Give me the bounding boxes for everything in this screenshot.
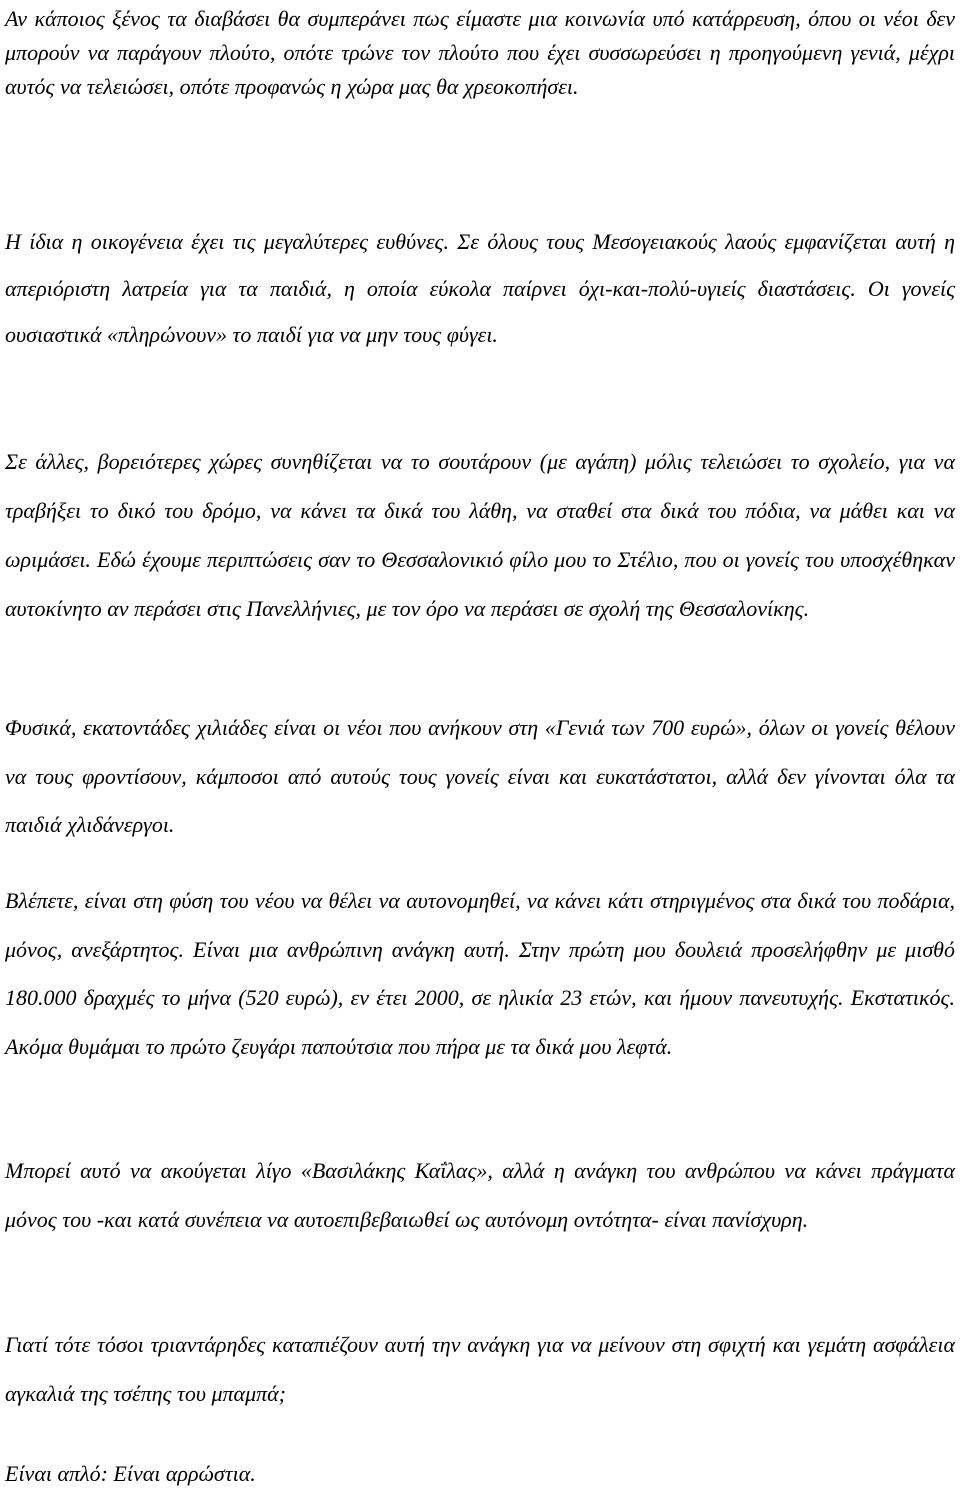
paragraph-7 — [5, 1321, 955, 1418]
paragraph-text: Γιατί τότε τόσοι τριαντάρηδες καταπιέζουν αυτή την ανάγκη για να μείνουν στη σφιχτή και γεμάτη ασφάλεια αγκαλιά της τσέπης του μπαμπά; — [5, 1332, 955, 1406]
paragraph-text: Η ίδια η οικογένεια έχει τις μεγαλύτερες ευθύνες. Σε όλους τους Μεσογειακούς λαούς εμφανίζεται αυτή η απεριόριστη λατρεία για τα παιδιά, η οποία εύκολα παίρνει όχι-και-πολύ-υγιείς διαστάσεις. Οι γονείς ουσιαστικά «πληρώνουν» το παιδί για να μην τους φύγει. — [5, 229, 955, 347]
paragraph-text: κάμποσοι από αυτούς τους γονείς είναι και ευκατάστατοι, αλλά δεν γίνονται όλα τα παιδιά χλιδάνεργοι. — [5, 763, 956, 837]
paragraph-1 — [5, 2, 955, 104]
paragraph-6 — [5, 1147, 955, 1244]
paragraph-5 — [5, 877, 955, 1071]
paragraph-3 — [5, 437, 955, 633]
paragraph-text: Φυσικά, εκατοντάδες χιλιάδες είναι οι νέοι που ανήκουν στη «Γενιά των 700 ευρώ», όλων οι γονείς θέλουν να τους φροντίσουν, — [5, 715, 955, 789]
paragraph-text: Μπορεί αυτό να ακούγεται λίγο «Βασιλάκης Καΐλας», αλλά η ανάγκη του ανθρώπου να κάνει πράγματα μόνος του -και κατά συνέπεια να αυτοεπιβεβαιωθεί ως αυτόνομη οντότητα- είναι πανίσχυρη. — [5, 1158, 955, 1232]
paragraph-2 — [5, 219, 955, 359]
paragraph-text: Σε άλλες, βορειότερες χώρες συνηθίζεται να το σουτάρουν (με αγάπη) μόλις τελειώσει το σχολείο, για να τραβήξει το δικό του δρόμο, να κάνει τα δικά του λάθη, να σταθεί στα δικά του πόδια, να μάθει και να ωριμάσει. — [5, 449, 955, 572]
paragraph-text: Αν κάποιος ξένος τα διαβάσει θα συμπεράνει πως είμαστε μια κοινωνία υπό κατάρρευση, όπου οι νέοι δεν μπορούν να παράγουν πλούτο, οπότε τρώνε τον πλούτο που έχει συσσωρεύσει η προηγούμενη γενιά, μέχρι αυτός να τελειώσει, οπότε προφανώς η χώρα μας θα χρεοκοπήσει. — [5, 6, 955, 99]
paragraph-text: Εδώ έχουμε περιπτώσεις σαν το Θεσσαλονικιό φίλο μου το Στέλιο, που οι γονείς του υποσχέθηκαν αυτοκίνητο αν περάσει στις Πανελλήνιες, με τον όρο να περάσει σε σχολή της Θεσσαλονίκης. — [5, 547, 955, 621]
paragraph-4 — [5, 704, 955, 850]
paragraph-text: Είναι απλό: Είναι αρρώστια. — [5, 1461, 256, 1486]
paragraph-8 — [5, 1450, 256, 1499]
paragraph-text: Βλέπετε, είναι στη φύση του νέου να θέλει να αυτονομηθεί, να κάνει κάτι στηριγμένος στα δικά του ποδάρια, μόνος, ανεξάρτητος. Είναι μια ανθρώπινη ανάγκη αυτή. Στην πρώτη μου δουλειά προσελήφθην με μισθό 180.000 δραχμές το μήνα (520 ευρώ), εν έτει 2000, σε ηλικία 23 ετών, και ήμουν πανευτυχής. Εκστατικός. Ακόμα θυμάμαι το πρώτο ζευγάρι παπούτσια που πήρα με τα δικά μου λεφτά. — [5, 888, 955, 1059]
